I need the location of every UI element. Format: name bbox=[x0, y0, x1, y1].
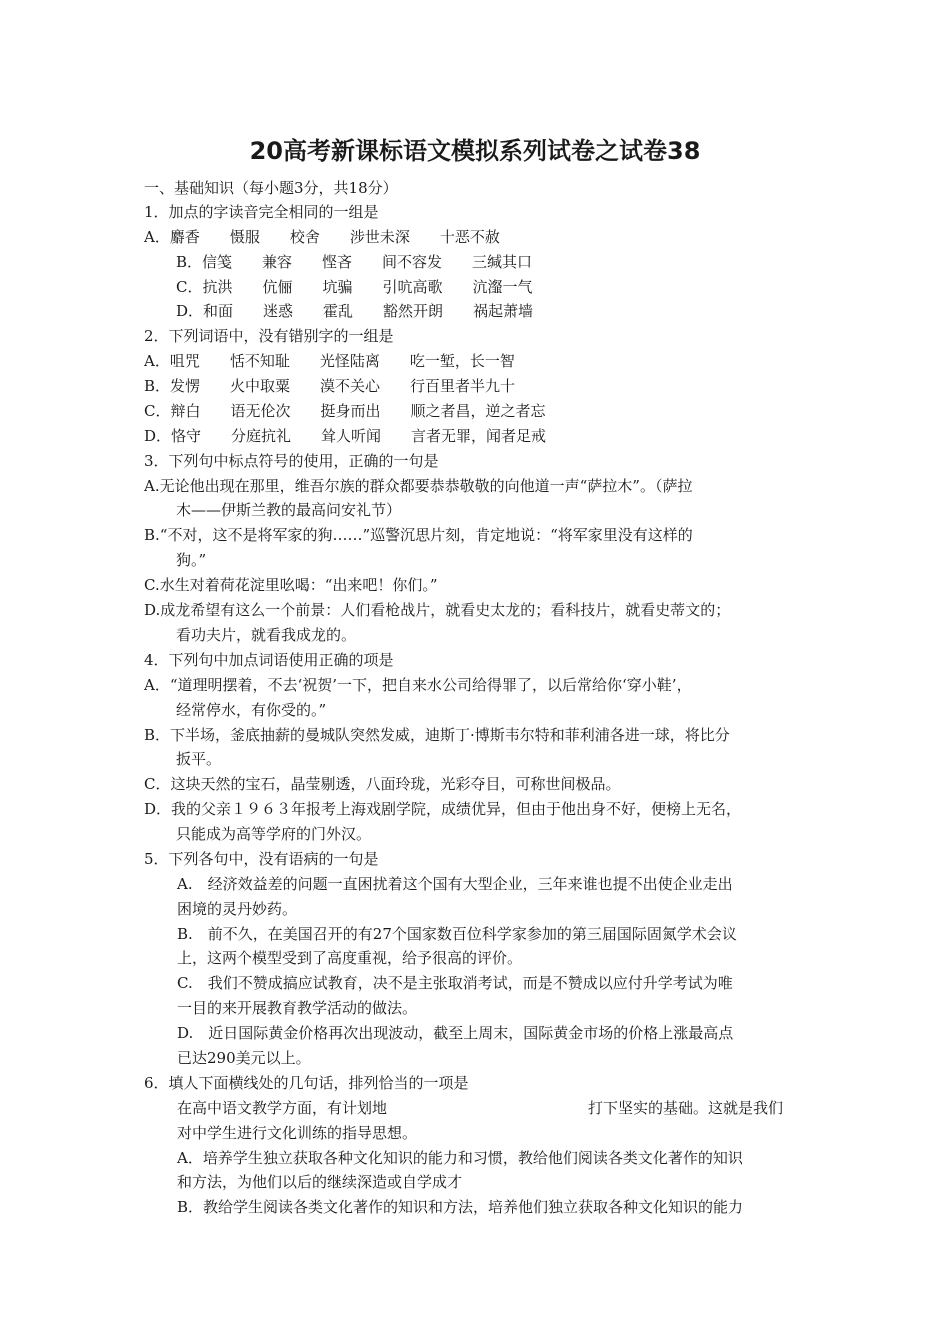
question-4-stem: 4．下列句中加点词语使用正确的项是 bbox=[144, 651, 394, 669]
question-6-option-a: A．培养学生独立获取各种文化知识的能力和习惯，教给他们阅读各类文化著作的知识 bbox=[177, 1149, 743, 1167]
question-2-option-d: D．恪守 分庭抗礼 耸人听闻 言者无罪，闻者足戒 bbox=[144, 427, 547, 445]
question-1-stem: 1．加点的字读音完全相同的一组是 bbox=[144, 203, 379, 221]
question-1-option-a: A．麝香 慑服 校舍 涉世未深 十恶不赦 bbox=[144, 228, 500, 246]
question-5-option-d-cont: 已达290美元以上。 bbox=[177, 1049, 311, 1067]
question-5-option-d: D. 近日国际黄金价格再次出现波动，截至上周末，国际黄金市场的价格上涨最高点 bbox=[177, 1024, 734, 1042]
question-6-passage-cont: 对中学生进行文化训练的指导思想。 bbox=[177, 1124, 418, 1142]
question-1-option-b: B．信笺 兼容 悭吝 间不容发 三缄其口 bbox=[176, 253, 533, 271]
question-5-option-c: C. 我们不赞成搞应试教育，决不是主张取消考试，而是不赞成以应付升学考试为唯 bbox=[177, 974, 733, 992]
question-3-option-d: D.成龙希望有这么一个前景：人们看枪战片，就看史太龙的；看科技片，就看史蒂文的； bbox=[144, 601, 731, 619]
question-5-option-b-cont: 上，这两个模型受到了高度重视，给予很高的评价。 bbox=[177, 949, 523, 967]
question-4-option-d-cont: 只能成为高等学府的门外汉。 bbox=[176, 825, 372, 843]
question-4-option-b-cont: 扳平。 bbox=[176, 750, 222, 768]
question-2-stem: 2．下列词语中，没有错别字的一组是 bbox=[144, 327, 394, 345]
question-3-option-a-cont: 木——伊斯兰教的最高问安礼节） bbox=[176, 501, 402, 519]
question-1-option-d: D．和面 迷惑 霍乱 豁然开朗 祸起萧墙 bbox=[176, 302, 534, 320]
question-3-option-b-cont: 狗。” bbox=[176, 551, 207, 569]
question-5-option-a: A. 经济效益差的问题一直困扰着这个国有大型企业，三年来谁也提不出使企业走出 bbox=[177, 875, 733, 893]
question-4-option-d: D．我的父亲１９６３年报考上海戏剧学院，成绩优异，但由于他出身不好，便榜上无名， bbox=[144, 800, 742, 818]
question-3-option-b: B.“不对，这不是将军家的狗……”巡警沉思片刻，肯定地说：“将军家里没有这样的 bbox=[144, 526, 693, 544]
question-5-option-c-cont: 一目的来开展教育教学活动的做法。 bbox=[177, 999, 418, 1017]
question-6-blank bbox=[412, 1096, 587, 1120]
question-6-option-b: B．教给学生阅读各类文化著作的知识和方法，培养他们独立获取各种文化知识的能力 bbox=[177, 1198, 744, 1216]
question-2-option-b: B．发愣 火中取粟 漠不关心 行百里者半九十 bbox=[144, 377, 516, 395]
question-6-option-a-cont: 和方法，为他们以后的继续深造或自学成才 bbox=[177, 1173, 463, 1191]
question-1-option-c: C．抗洪 伉俪 坑骗 引吭高歌 沆瀣一气 bbox=[176, 278, 533, 296]
question-3-option-d-cont: 看功夫片，就看我成龙的。 bbox=[176, 626, 357, 644]
question-4-option-a-cont: 经常停水，有你受的。” bbox=[176, 701, 327, 719]
question-6-passage-right: 打下坚实的基础。这就是我们 bbox=[588, 1099, 784, 1117]
question-4-option-b: B．下半场，釜底抽薪的曼城队突然发威，迪斯丁·博斯韦尔特和菲利浦各进一球，将比分 bbox=[144, 726, 730, 744]
question-5-stem: 5．下列各句中，没有语病的一句是 bbox=[144, 850, 379, 868]
question-5-option-a-cont: 困境的灵丹妙药。 bbox=[177, 900, 298, 918]
question-4-option-a: A．“道理明摆着，不去‘祝贺’一下，把自来水公司给得罪了，以后常给你‘穿小鞋’， bbox=[144, 676, 692, 694]
question-3-option-a: A.无论他出现在那里，维吾尔族的群众都要恭恭敬敬的向他道一声“萨拉木”。（萨拉 bbox=[144, 477, 693, 495]
page-title: 20高考新课标语文模拟系列试卷之试卷38 bbox=[249, 137, 701, 165]
question-4-option-c: C．这块天然的宝石，晶莹剔透，八面玲珑，光彩夺目，可称世间极品。 bbox=[144, 775, 621, 793]
question-2-option-c: C．辩白 语无伦次 挺身而出 顺之者昌，逆之者忘 bbox=[144, 402, 546, 420]
question-6-passage-left: 在高中语文教学方面，有计划地 bbox=[177, 1099, 388, 1117]
question-5-option-b: B. 前不久，在美国召开的有27个国家数百位科学家参加的第三届国际固氮学术会议 bbox=[177, 925, 737, 943]
section-heading: 一、基础知识（每小题3分，共18分） bbox=[144, 179, 398, 197]
question-3-option-c: C.水生对着荷花淀里吆喝：“出来吧！你们。” bbox=[144, 576, 438, 594]
question-6-stem: 6．填人下面横线处的几句话，排列恰当的一项是 bbox=[144, 1074, 469, 1092]
question-2-option-a: A．咀咒 恬不知耻 光怪陆离 吃一堑，长一智 bbox=[144, 352, 515, 370]
question-3-stem: 3．下列句中标点符号的使用，正确的一句是 bbox=[144, 452, 439, 470]
